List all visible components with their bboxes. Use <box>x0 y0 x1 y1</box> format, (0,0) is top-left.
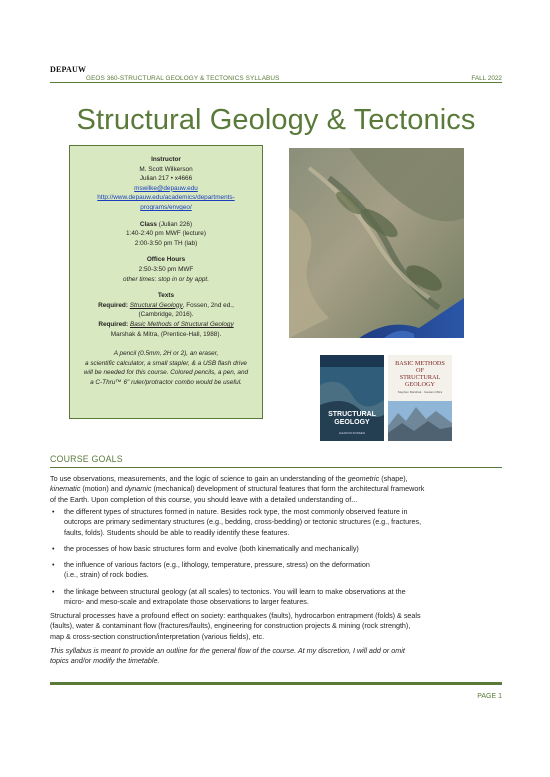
page-header <box>50 66 502 80</box>
header-rule <box>50 82 502 83</box>
page-title: Structural Geology & Tectonics <box>76 104 476 136</box>
marshak-mitra-book-cover <box>388 355 452 441</box>
bullet-text: faults, folds). Students should be able to readily identify these features. <box>64 527 290 537</box>
goals-intro-text: (mechanical) development of structural features that form the architectural framework <box>151 484 425 494</box>
bullet-text: micro- and meso-scale and extrapolate those observations to larger features. <box>64 597 309 607</box>
department-url-link[interactable] <box>70 193 262 212</box>
office-hours-times: 2:50-3:50 pm MWF <box>138 265 194 273</box>
goals-intro-text: (shape), <box>379 474 408 483</box>
paragraph-line: map & cross-section construction/interpretation (various fields), etc. <box>50 631 265 641</box>
satellite-terrain-graphic <box>289 148 464 338</box>
goals-intro-text: To use observations, measurements, and the logic of science to gain an understanding of the <box>50 474 348 483</box>
course-info-box <box>69 145 263 419</box>
supplies-note <box>70 349 262 387</box>
instructor-email-link[interactable]: mswilke@depauw.edu <box>134 184 198 192</box>
class-room: (Julian 226) <box>156 220 193 228</box>
instructor-office: Julian 217 • x4666 <box>139 175 193 183</box>
marshak-book-title-line: GEOLOGY <box>405 381 435 388</box>
book-cover-graphic <box>320 355 384 441</box>
required-label-1: Required: <box>98 301 128 309</box>
office-hours-heading: Office Hours <box>146 256 186 264</box>
text1-publisher: (Cambridge, 2016). <box>138 311 194 319</box>
term-dynamic: dynamic <box>124 484 152 494</box>
paragraph-line: (faults), water & contaminant flow (fractures/faults), engineering for construction projects & mining (rock strength), <box>50 621 411 631</box>
department-url-line2[interactable]: programs/envgeo/ <box>140 203 192 211</box>
goals-intro <box>50 474 502 505</box>
bullet-text: the different types of structures formed in nature. Besides rock type, the most commonly observed feature in <box>64 507 408 516</box>
book-landscape-graphic <box>388 401 452 441</box>
marshak-book-title-line: OF <box>416 367 424 374</box>
goals-intro-text: (motion) and <box>80 484 125 494</box>
supplies-line: will be needed for this course. Colored pencils, a pen, and <box>83 369 249 377</box>
bullet-icon: • <box>52 507 55 516</box>
note-line: This syllabus is meant to provide an outline for the general flow of the course. At my discretion, I will add or omit <box>50 646 405 655</box>
supplies-line: a scientific calculator, a small stapler, & a USB flash drive <box>85 359 247 367</box>
text1-title: Structural Geology <box>129 301 183 309</box>
supplies-line: a C-Thru™ 6" ruler/protractor combo would be useful. <box>90 378 242 386</box>
bullet-icon: • <box>52 560 55 569</box>
term-kinematic: kinematic <box>50 484 81 494</box>
office-hours-section <box>70 255 262 284</box>
depauw-logo: DEPAUW <box>50 65 87 74</box>
bullet-text: the processes of how basic structures form and evolve (both kinematically and mechanically) <box>64 544 359 553</box>
bullet-icon: • <box>52 544 55 553</box>
course-goals-heading: COURSE GOALS <box>50 454 123 464</box>
marshak-book-title-line: STRUCTURAL <box>399 374 441 381</box>
note-line: topics and/or modify the timetable. <box>50 656 160 666</box>
fossen-book-title-2: GEOLOGY <box>334 419 370 426</box>
bullet-icon: • <box>52 587 55 596</box>
texts-heading: Texts <box>157 292 175 300</box>
class-section <box>70 220 262 249</box>
course-header-title: GEOS 360-STRUCTURAL GEOLOGY & TECTONICS SYLLABUS <box>86 75 280 82</box>
paragraph-line: Structural processes have a profound effect on society: earthquakes (faults), hydrocarbon entrapment (folds) & seals <box>50 611 421 620</box>
bullet-text: (i.e., strain) of rock bodies. <box>64 570 149 580</box>
office-hours-other: other times: stop in or by appt. <box>123 275 209 283</box>
bullet-text: outcrops are primary sedimentary structures (e.g., bedding, cross-bedding) or tectonic structures (e.g., fractures, <box>64 517 422 527</box>
instructor-name: M. Scott Wilkerson <box>139 165 193 173</box>
marshak-book-title <box>388 360 452 388</box>
instructor-section <box>70 155 262 213</box>
page-number: PAGE 1 <box>477 693 502 700</box>
satellite-image <box>289 148 464 338</box>
class-lecture-time: 1:40-2:40 pm MWF (lecture) <box>126 230 206 238</box>
goals-intro-text: of the Earth. Upon completion of this course, you should leave with a detailed understanding of... <box>50 494 358 504</box>
class-heading: Class <box>139 220 157 228</box>
bullet-text: the linkage between structural geology (at all scales) to tectonics. You will learn to make observations at the <box>64 587 406 596</box>
syllabus-note <box>50 646 502 667</box>
semester-label: FALL 2022 <box>471 75 502 82</box>
fossen-book-title-1: STRUCTURAL <box>328 411 376 418</box>
goals-rule <box>50 467 502 468</box>
supplies-line: A pencil (0.5mm, 2H or 2), an eraser, <box>113 350 219 358</box>
text2-publisher: Marshak & Mitra, (Prentice-Hall, 1988). <box>110 330 222 338</box>
fossen-book-cover <box>320 355 384 441</box>
instructor-heading: Instructor <box>151 156 181 163</box>
required-label-2: Required: <box>98 320 129 328</box>
class-lab-time: 2:00-3:50 pm TH (lab) <box>134 239 198 247</box>
marshak-book-title-line: BASIC METHODS <box>395 360 445 367</box>
term-geometric: geometric <box>347 474 380 483</box>
society-paragraph <box>50 611 502 642</box>
marshak-book-authors: Stephen Marshak · Gautam Mitra <box>397 390 443 394</box>
fossen-book-author: HAAKON FOSSEN <box>339 431 365 435</box>
text2-title: Basic Methods of Structural Geology <box>129 320 234 328</box>
texts-section <box>70 291 262 339</box>
department-url-line1[interactable]: http://www.depauw.edu/academics/departments- <box>97 194 235 202</box>
text1-rest: , Fossen, 2nd ed., <box>182 301 234 309</box>
bullet-text: the influence of various factors (e.g., lithology, temperature, pressure, stress) on the deformation <box>64 560 370 569</box>
footer-rule <box>50 682 502 685</box>
